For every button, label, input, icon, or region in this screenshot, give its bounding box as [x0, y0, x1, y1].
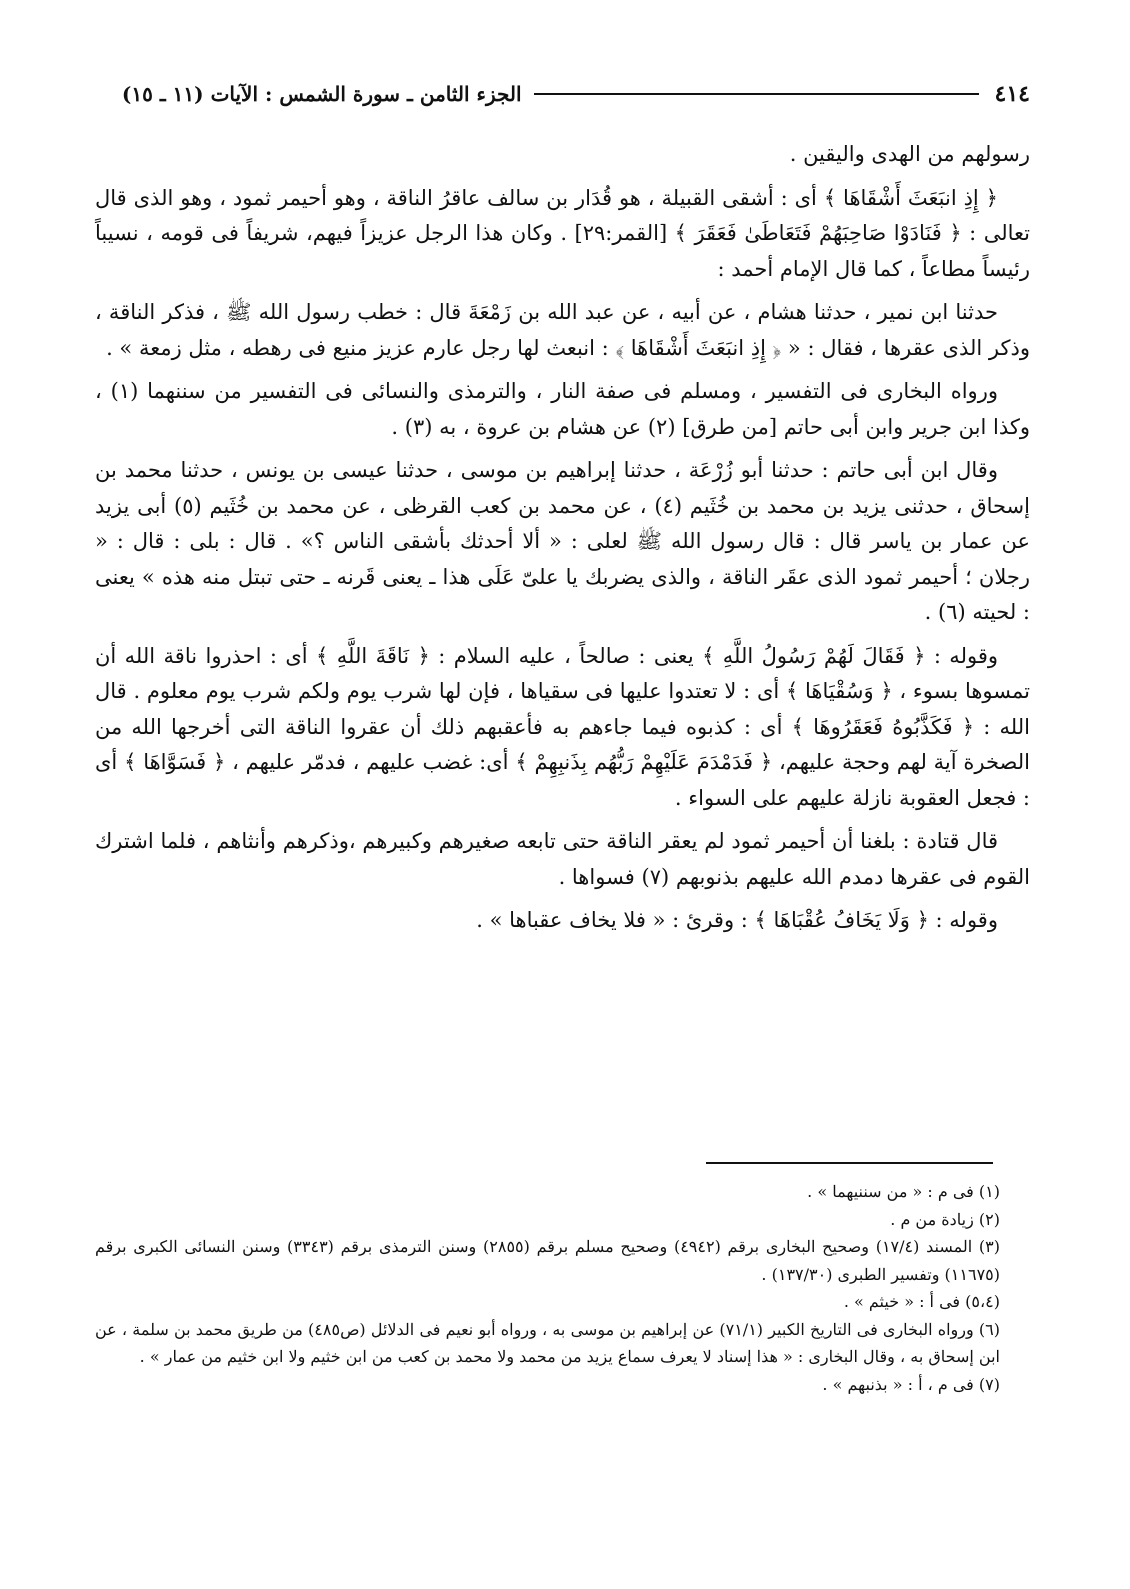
footnote: (١) فى م : « من سننيهما » .	[807, 1182, 1000, 1201]
footnote: (٧) فى م ، أ : « بذنبهم » .	[822, 1374, 1000, 1394]
paragraph: حدثنا ابن نمير ، حدثنا هشام ، عن أبيه ، عن عبد الله بن زَمْعَةَ قال : خطب رسول الله ﷺ ، فذكر الناقة ، وذكر الذى عقرها ، فقال : « ﴿ إِذِ انبَعَثَ أَشْقَاهَا ﴾ : انبعث لها رجل عارم عزيز منيع فى رهطه ، مثل زمعة » .	[95, 300, 1030, 360]
footnote: (٥،٤) فى أ : « خيثم » .	[843, 1292, 1000, 1311]
header-rule	[534, 93, 979, 95]
paragraph: قال قتادة : بلغنا أن أحيمر ثمود لم يعقر الناقة حتى تابعه صغيرهم وكبيرهم ،وذكرهم وأنثاهم ، فلما اشترك القوم فى عقرها دمدم الله عليهم بذنوبهم (٧) فسواها .	[95, 829, 1030, 889]
paragraph: وقوله : ﴿ وَلَا يَخَافُ عُقْبَاهَا ﴾ : وقرئ : « فلا يخاف عقباها » .	[476, 908, 998, 932]
footnote-separator	[706, 1162, 993, 1164]
paragraph: وقال ابن أبى حاتم : حدثنا أبو زُرْعَة ، حدثنا إبراهيم بن موسى ، حدثنا عيسى بن يونس ، حدثنا محمد بن إسحاق ، حدثنى يزيد بن محمد بن خُثَيم (٤) ، عن محمد بن كعب القرظى ، عن محمد بن خُثَيم (٥) أبى يزيد عن عمار بن ياسر قال : قال رسول الله ﷺ لعلى : « ألا أحدثك بأشقى الناس ؟» . قال : بلى : قال : « رجلان ؛ أحيمر ثمود الذى عقَر الناقة ، والذى يضربك يا علىّ عَلَى هذا ـ يعنى قَرنه ـ حتى تبتل منه هذه » يعنى : لحيته (٦) .	[95, 458, 1030, 624]
footnotes	[95, 1178, 1000, 1398]
paragraph: رسولهم من الهدى واليقين .	[789, 142, 1030, 166]
footnote: (٦) ورواه البخارى فى التاريخ الكبير (٧١/١) عن إبراهيم بن موسى به ، ورواه أبو نعيم فى الدلائل (ص٤٨٥) من طريق محمد بن سلمة ، عن ابن إسحاق به ، وقال البخارى : « هذا إسناد لا يعرف سماع يزيد من محمد ولا محمد بن كعب من ابن خثيم ولا ابن خثيم من عمار » .	[95, 1319, 1001, 1366]
header-title: الجزء الثامن ـ سورة الشمس : الآيات (١١ ـ ١٥)	[121, 82, 522, 106]
running-header	[95, 74, 1030, 114]
main-text	[95, 137, 1030, 947]
paragraph: ﴿ إِذِ انبَعَثَ أَشْقَاهَا ﴾ أى : أشقى القبيلة ، هو قُدَار بن سالف عاقرُ الناقة ، وهو أحيمر ثمود ، وهو الذى قال تعالى : ﴿ فَنَادَوْا صَاحِبَهُمْ فَتَعَاطَىٰ فَعَقَرَ ﴾ [القمر:٢٩] . وكان هذا الرجل عزيزاً فيهم، شريفاً فى قومه ، نسيباً رئيساً مطاعاً ، كما قال الإمام أحمد :	[95, 185, 1030, 281]
page-number: ٤١٤	[994, 81, 1030, 107]
paragraph: وقوله : ﴿ فَقَالَ لَهُمْ رَسُولُ اللَّهِ ﴾ يعنى : صالحاً ، عليه السلام : ﴿ نَاقَةَ اللَّهِ ﴾ أى : احذروا ناقة الله أن تمسوها بسوء ، ﴿ وَسُقْيَاهَا ﴾ أى : لا تعتدوا عليها فى سقياها ، فإن لها شرب يوم ولكم شرب يوم معلوم . قال الله : ﴿ فَكَذَّبُوهُ فَعَقَرُوهَا ﴾ أى : كذبوه فيما جاءهم به فأعقبهم ذلك أن عقروا الناقة التى أخرجها الله من الصخرة آية لهم وحجة عليهم، ﴿ فَدَمْدَمَ عَلَيْهِمْ رَبُّهُم بِذَنبِهِمْ ﴾ أى: غضب عليهم ، فدمّر عليهم ، ﴿ فَسَوَّاهَا ﴾ أى : فجعل العقوبة نازلة عليهم على السواء .	[95, 643, 1030, 810]
paragraph: ورواه البخارى فى التفسير ، ومسلم فى صفة النار ، والترمذى والنسائى فى التفسير من سننهما (١) ، وكذا ابن جرير وابن أبى حاتم [من طرق] (٢) عن هشام بن عروة ، به (٣) .	[95, 379, 1030, 439]
footnote: (٣) المسند (١٧/٤) وصحيح البخارى برقم (٤٩٤٢) وصحيح مسلم برقم (٢٨٥٥) وسنن الترمذى برقم (٣٣٤٣) وسنن النسائى الكبرى برقم (١١٦٧٥) وتفسير الطبرى (١٣٧/٣٠) .	[95, 1237, 1000, 1284]
footnote: (٢) زيادة من م .	[890, 1209, 1000, 1229]
